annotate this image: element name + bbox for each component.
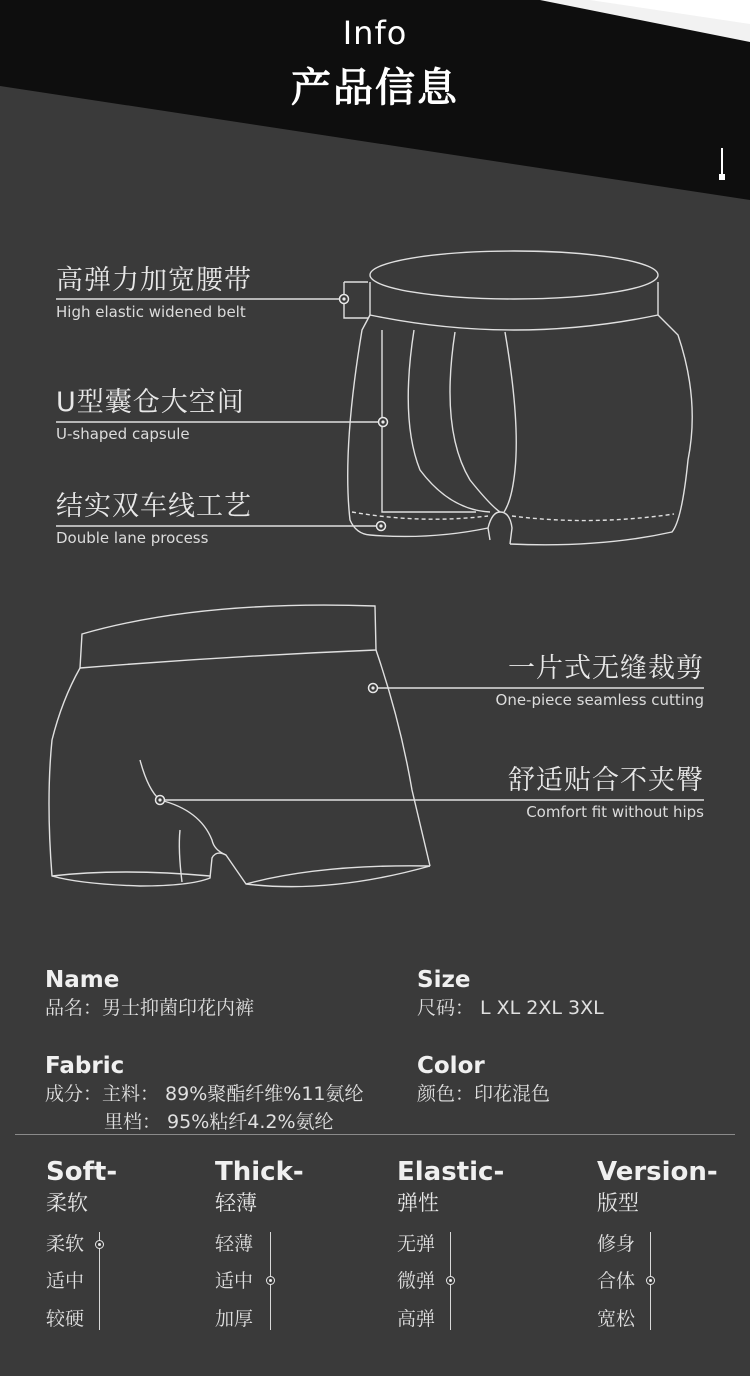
scale-version	[597, 1156, 718, 1330]
callout-markers	[156, 295, 388, 805]
info-name-value: 品名：男士抑菌印花内裤	[45, 997, 255, 1019]
info-fabric-line1: 成分：主料： 89%聚酯纤维%11氨纶	[45, 1083, 364, 1105]
back-view-drawing	[49, 605, 430, 887]
callout-lines	[56, 299, 704, 800]
info-fabric-line2: 里档： 95%粘纤4.2%氨纶	[104, 1111, 334, 1133]
front-view-drawing	[344, 251, 692, 545]
scale-thick-option-1: 轻薄	[215, 1233, 254, 1255]
callout-seamless-zh: 一片式无缝裁剪	[508, 653, 704, 684]
scale-thick-subtitle: 轻薄	[215, 1191, 257, 1215]
info-name-heading: Name	[45, 967, 120, 993]
scale-soft-subtitle: 柔软	[46, 1191, 88, 1215]
callout-belt	[56, 264, 252, 322]
callout-comfort-zh: 舒适贴合不夹臀	[508, 765, 704, 796]
info-size	[417, 966, 604, 1022]
scale-soft-indicator	[95, 1240, 104, 1249]
scale-elastic-subtitle: 弹性	[397, 1191, 439, 1215]
callout-comfort	[508, 764, 704, 822]
callout-stitch-en: Double lane process	[56, 529, 209, 547]
scale-elastic	[397, 1156, 505, 1330]
scale-thick-title: Thick-	[215, 1157, 304, 1187]
scale-soft-option-1: 柔软	[46, 1233, 85, 1255]
scale-elastic-option-3: 高弹	[397, 1308, 436, 1330]
scale-elastic-option-1: 无弹	[397, 1233, 436, 1255]
scale-thick	[215, 1156, 304, 1330]
scale-version-option-2: 合体	[597, 1270, 636, 1292]
callout-capsule	[56, 386, 245, 444]
callout-belt-zh: 高弹力加宽腰带	[56, 265, 252, 296]
callout-capsule-zh: U型囊仓大空间	[56, 387, 245, 418]
scale-version-option-1: 修身	[597, 1233, 636, 1255]
info-color	[417, 1052, 550, 1108]
scale-version-title: Version-	[597, 1157, 718, 1187]
scale-elastic-option-2: 微弹	[397, 1270, 436, 1292]
scale-thick-indicator	[266, 1276, 275, 1285]
scale-elastic-indicator	[446, 1276, 455, 1285]
scale-soft-title: Soft-	[46, 1157, 118, 1187]
callout-seamless-en: One-piece seamless cutting	[495, 691, 704, 709]
info-size-heading: Size	[417, 967, 471, 993]
info-fabric-heading: Fabric	[45, 1053, 125, 1079]
info-name	[45, 966, 254, 1022]
section-divider	[15, 1134, 735, 1135]
scale-version-subtitle: 版型	[597, 1191, 639, 1215]
info-color-value: 颜色：印花混色	[417, 1083, 551, 1105]
callout-stitch	[56, 490, 252, 548]
scale-elastic-title: Elastic-	[397, 1157, 505, 1187]
info-color-heading: Color	[417, 1053, 485, 1079]
scale-version-option-3: 宽松	[597, 1308, 636, 1330]
scale-soft	[46, 1156, 118, 1330]
scale-soft-option-2: 适中	[46, 1270, 85, 1292]
callout-capsule-en: U-shaped capsule	[56, 425, 190, 443]
scale-thick-option-3: 加厚	[215, 1308, 254, 1330]
scale-version-indicator	[646, 1276, 655, 1285]
info-fabric	[45, 1052, 364, 1136]
scale-soft-option-3: 较硬	[46, 1308, 85, 1330]
scale-thick-option-2: 适中	[215, 1270, 254, 1292]
info-size-value: 尺码： L XL 2XL 3XL	[417, 997, 604, 1019]
callout-comfort-en: Comfort fit without hips	[526, 803, 704, 821]
title-en: Info	[342, 14, 408, 52]
callout-stitch-zh: 结实双车线工艺	[56, 491, 252, 522]
callout-seamless	[496, 652, 704, 710]
page-title: 产品信息	[291, 65, 459, 111]
callout-belt-en: High elastic widened belt	[56, 303, 246, 321]
